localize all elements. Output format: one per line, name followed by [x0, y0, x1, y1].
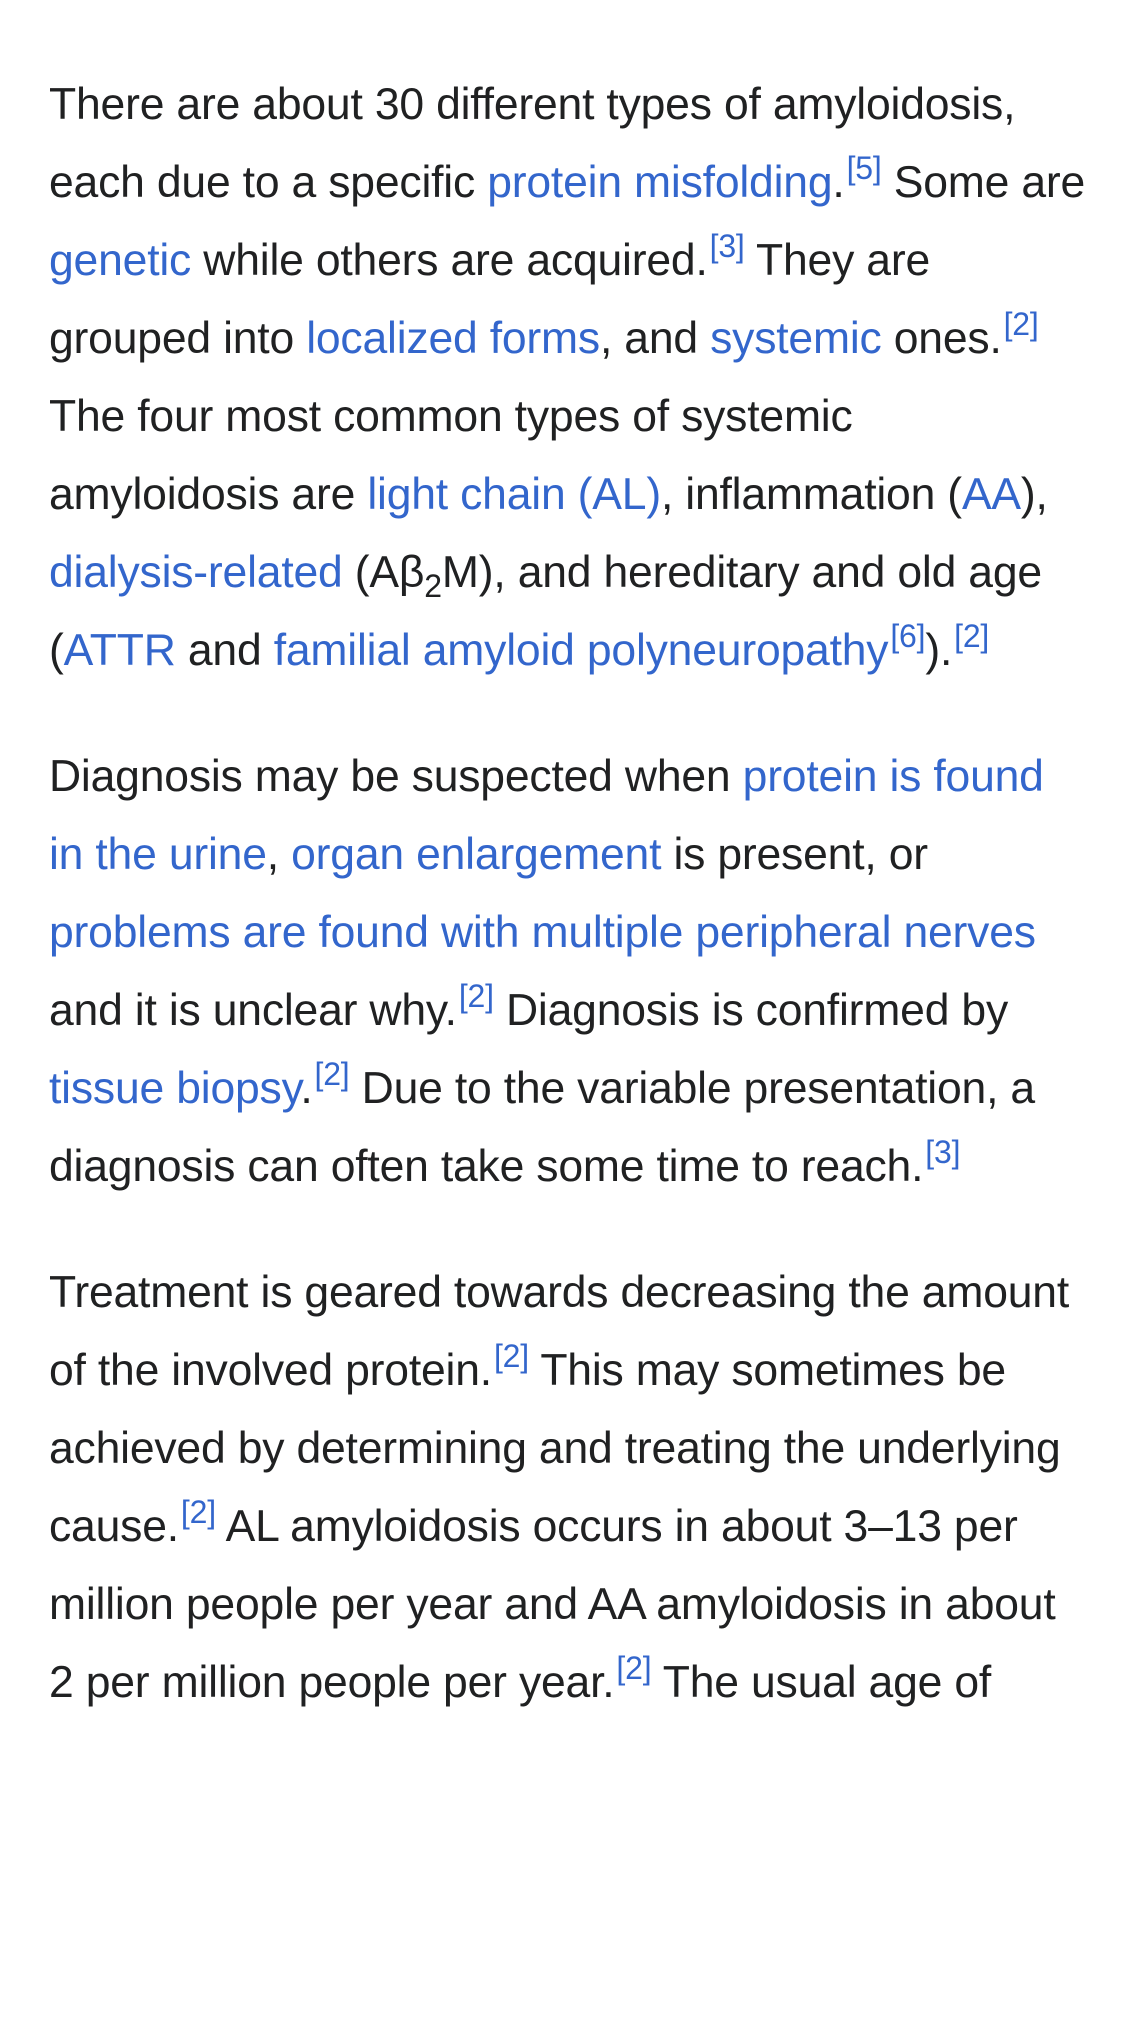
text: ones. — [881, 314, 1002, 363]
citation-link[interactable]: [2] — [180, 1494, 216, 1530]
link-genetic[interactable]: genetic — [49, 236, 192, 285]
citation-link[interactable]: [2] — [616, 1650, 652, 1686]
link-dialysis-related[interactable]: dialysis-related — [49, 548, 343, 597]
paragraph-treatment — [49, 1254, 1089, 1722]
link-attr[interactable]: ATTR — [63, 626, 176, 675]
citation-3 — [710, 228, 745, 264]
link-protein-in-urine[interactable]: protein is found in the urine — [49, 752, 1044, 879]
citation-link[interactable]: [2] — [458, 978, 494, 1014]
text: The four most common types of systemic amyloidosis are — [49, 392, 853, 519]
text: Due to the variable presentation, a diagnosis can often take some time to reach. — [49, 1064, 1035, 1191]
link-familial-amyloid-polyneuropathy[interactable]: familial amyloid polyneuropathy — [273, 626, 889, 675]
text: (Aβ — [342, 548, 425, 597]
citation-link[interactable]: [2] — [1003, 306, 1039, 342]
citation-link[interactable]: [2] — [493, 1338, 529, 1374]
citation-2 — [315, 1056, 350, 1092]
link-light-chain[interactable]: light chain (AL) — [367, 470, 661, 519]
citation-link[interactable]: [2] — [314, 1056, 350, 1092]
text: . — [832, 158, 845, 207]
citation-2 — [1004, 306, 1039, 342]
citation-6 — [890, 618, 925, 654]
citation-link[interactable]: [6] — [890, 618, 926, 654]
link-tissue-biopsy[interactable]: tissue biopsy — [49, 1064, 301, 1113]
text: The usual age of — [651, 1658, 992, 1707]
text: Treatment is geared towards decreasing the amount of the involved protein. — [49, 1268, 1070, 1395]
text: They are grouped into — [49, 236, 930, 363]
text: , and — [599, 314, 711, 363]
link-localized-forms[interactable]: localized forms — [306, 314, 600, 363]
citation-2 — [616, 1650, 651, 1686]
text: and it is unclear why. — [49, 986, 457, 1035]
text: There are about 30 different types of amyloidosis, each due to a specific — [49, 80, 1016, 207]
text: Diagnosis is confirmed by — [493, 986, 1009, 1035]
text: , — [266, 830, 292, 879]
link-protein-misfolding[interactable]: protein misfolding — [487, 158, 833, 207]
citation-2 — [954, 618, 989, 654]
text: . — [300, 1064, 313, 1113]
text: Diagnosis may be suspected when — [49, 752, 743, 801]
link-organ-enlargement[interactable]: organ enlargement — [291, 830, 662, 879]
citation-link[interactable]: [5] — [846, 150, 882, 186]
article-body — [49, 66, 1089, 1770]
text: is present, or — [661, 830, 928, 879]
citation-link[interactable]: [3] — [925, 1134, 961, 1170]
link-peripheral-nerves[interactable]: problems are found with multiple peripheral nerves — [49, 908, 1036, 957]
link-aa[interactable]: AA — [961, 470, 1021, 519]
citation-link[interactable]: [2] — [954, 618, 990, 654]
citation-2 — [459, 978, 494, 1014]
link-systemic[interactable]: systemic — [710, 314, 882, 363]
text: and — [175, 626, 274, 675]
subscript: 2 — [424, 568, 442, 604]
citation-2 — [494, 1338, 529, 1374]
citation-3 — [925, 1134, 960, 1170]
text: M), and hereditary and old age ( — [49, 548, 1042, 675]
text: AL amyloidosis occurs in about 3–13 per million people per year and AA amyloidosis in about 2 per million people per year. — [49, 1502, 1056, 1707]
citation-5 — [847, 150, 882, 186]
text: ), — [1020, 470, 1048, 519]
text: , inflammation ( — [660, 470, 962, 519]
citation-2 — [181, 1494, 216, 1530]
text: Some are — [881, 158, 1086, 207]
paragraph-diagnosis — [49, 738, 1089, 1206]
text: This may sometimes be achieved by determining and treating the underlying cause. — [49, 1346, 1061, 1551]
citation-link[interactable]: [3] — [709, 228, 745, 264]
text: ). — [925, 626, 953, 675]
text: while others are acquired. — [191, 236, 708, 285]
paragraph-types — [49, 66, 1089, 690]
